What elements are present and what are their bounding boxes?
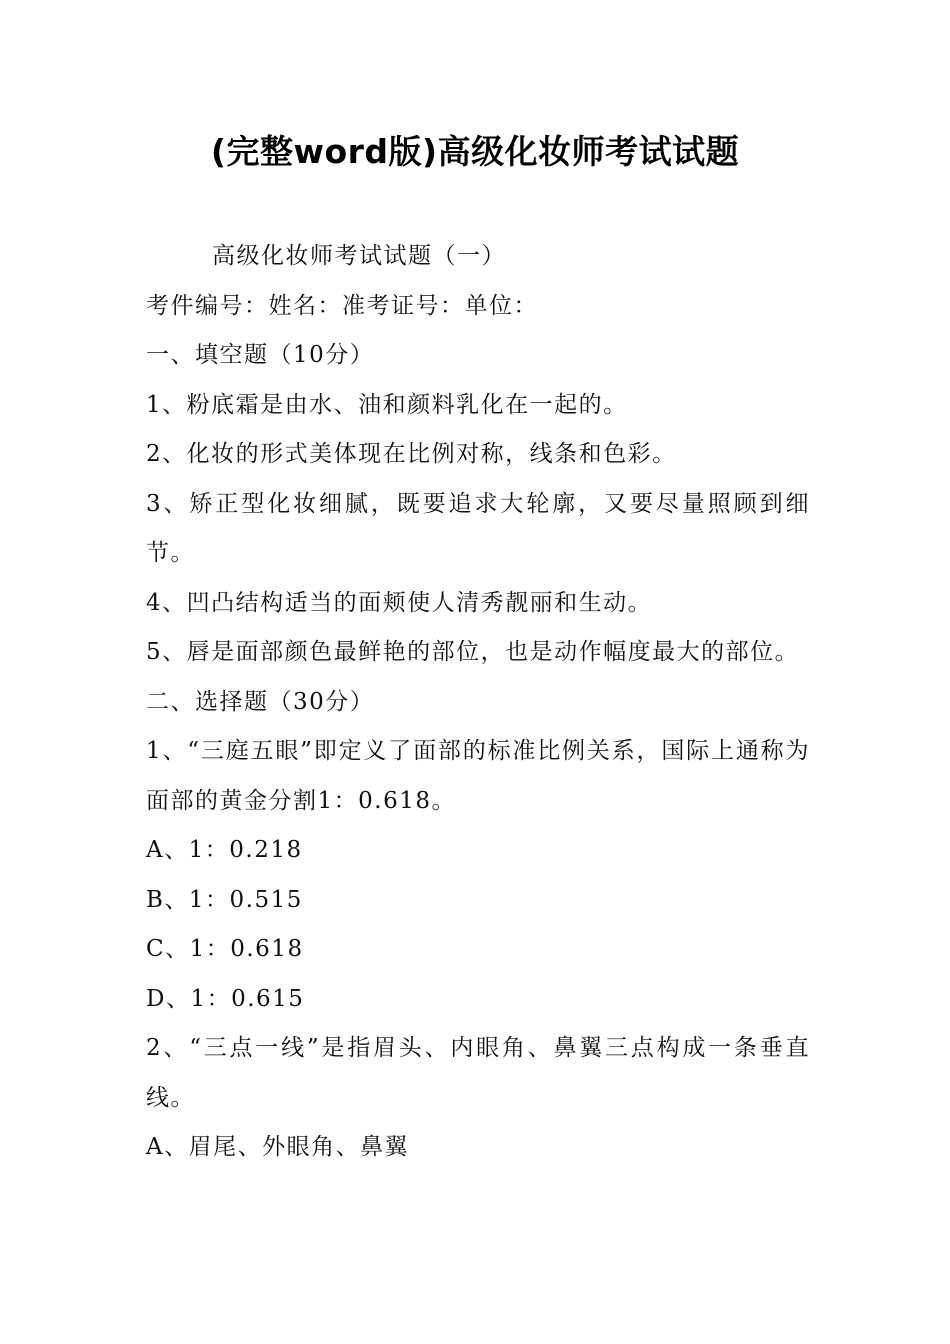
section-heading-multiple-choice: 二、选择题（30分） — [146, 688, 375, 715]
exam-subtitle: 高级化妆师考试试题（一） — [212, 243, 506, 269]
section-heading-fill-blank: 一、填空题（10分） — [146, 342, 375, 368]
fill-blank-item: 1、粉底霜是由水、油和颜料乳化在一起的。 — [146, 391, 628, 418]
answer-option: A、1：0.218 — [146, 837, 303, 863]
document-body — [146, 232, 810, 1173]
fill-blank-item: 4、凹凸结构适当的面颊使人清秀靓丽和生动。 — [146, 589, 653, 616]
answer-option: B、1：0.515 — [146, 886, 303, 913]
fill-blank-item: 5、唇是面部颜色最鲜艳的部位，也是动作幅度最大的部位。 — [146, 639, 800, 665]
fill-blank-item: 3、矫正型化妆细腻，既要追求大轮廓，又要尽量照顾到细节。 — [146, 490, 810, 566]
answer-option: C、1：0.618 — [146, 936, 304, 962]
fill-blank-item: 2、化妆的形式美体现在比例对称，线条和色彩。 — [146, 441, 677, 467]
question-text: 1、“三庭五眼”即定义了面部的标准比例关系，国际上通称为面部的黄金分割1：0.618。 — [146, 738, 810, 814]
exam-info-line: 考件编号：姓名：准考证号：单位： — [146, 292, 538, 319]
answer-option: A、眉尾、外眼角、鼻翼 — [146, 1134, 410, 1160]
document-title: (完整word版)高级化妆师考试试题 — [210, 132, 740, 171]
question-text: 2、“三点一线”是指眉头、内眼角、鼻翼三点构成一条垂直线。 — [146, 1035, 810, 1111]
answer-option: D、1：0.615 — [146, 985, 305, 1012]
